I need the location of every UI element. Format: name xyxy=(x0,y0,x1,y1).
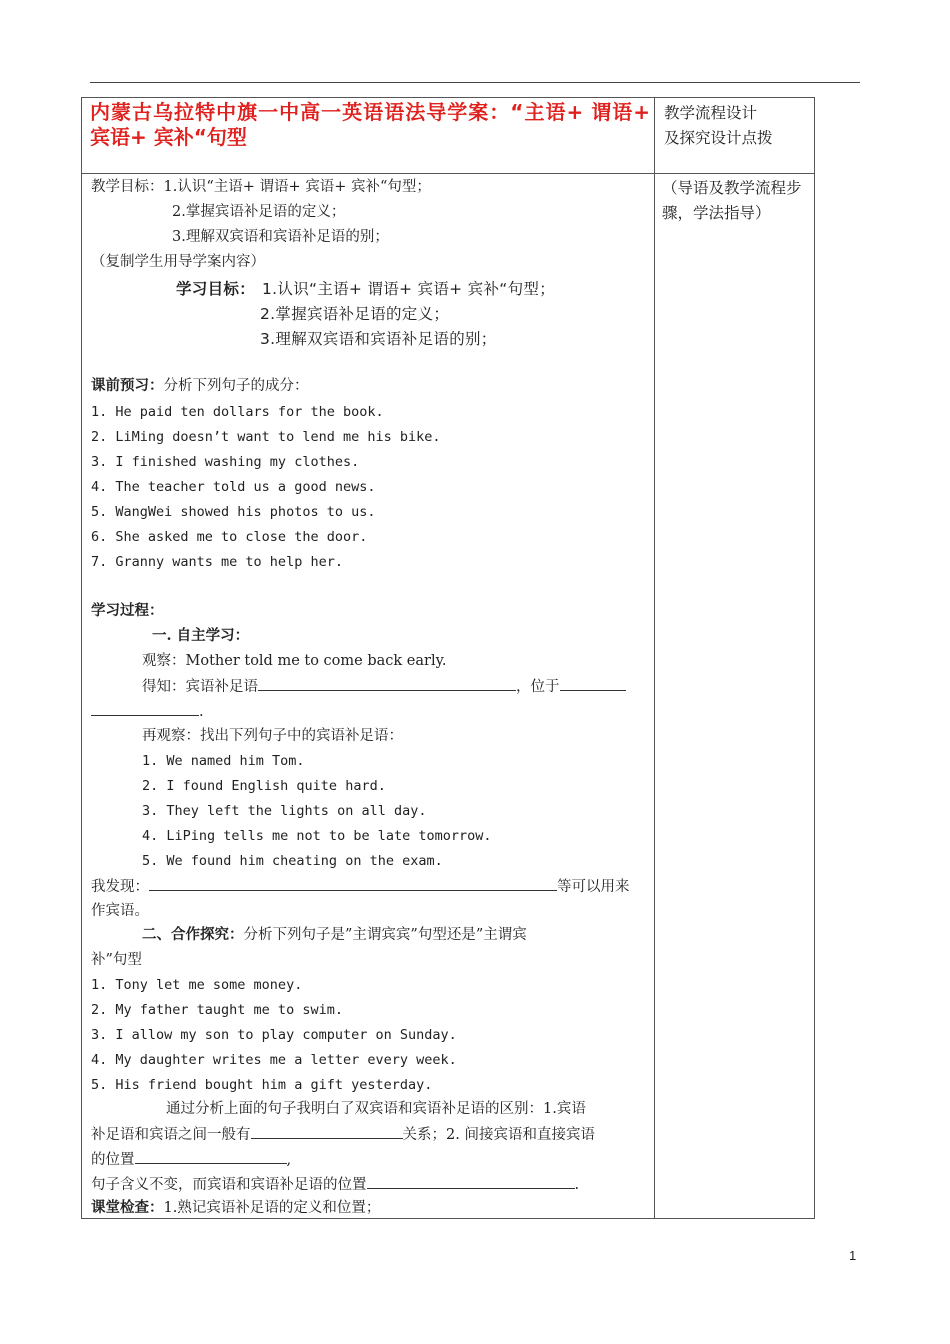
class-check-text: 1.熟记宾语补足语的定义和位置； xyxy=(163,1200,381,1216)
answer-blank xyxy=(560,676,626,691)
conclusion-line-1: 通过分析上面的句子我明白了双宾语和宾语补足语的区别：1.宾语 xyxy=(166,1101,586,1117)
discover-text-a: 我发现： xyxy=(91,879,149,895)
study-goals-image xyxy=(170,274,555,354)
answer-blank xyxy=(367,1174,575,1189)
study-goals-label: 学习目标： xyxy=(176,280,256,298)
copy-note: （复制学生用导学案内容） xyxy=(91,254,265,270)
observe-line: 观察：Mother told me to come back early. xyxy=(142,653,447,669)
answer-blank xyxy=(135,1149,287,1164)
study-goal-2: 2.掌握宾语补足语的定义； xyxy=(260,305,450,323)
complement-item: 3. They left the lights on all day. xyxy=(142,803,427,819)
conclusion-text-2a: 补足语和宾语之间一般有 xyxy=(91,1127,251,1143)
document-title: 内蒙古乌拉特中旗一中高一英语语法导学案：“主语+ 谓语+ 宾语+ 宾补“句型 xyxy=(90,100,650,149)
learn-end: . xyxy=(199,704,204,720)
conclusion-line-4 xyxy=(91,1174,579,1195)
side-header-line-1: 教学流程设计 xyxy=(664,104,758,122)
learn-line xyxy=(142,676,626,697)
preview-item: 4. The teacher told us a good news. xyxy=(91,479,376,495)
section-2-heading xyxy=(142,925,527,945)
section-1-heading: 一. 自主学习： xyxy=(152,627,250,644)
class-check xyxy=(91,1198,380,1218)
analysis-item: 1. Tony let me some money. xyxy=(91,977,303,993)
section-2-text: 分析下列句子是”主谓宾宾”句型还是”主谓宾 xyxy=(243,927,527,943)
preview-item: 5. WangWei showed his photos to us. xyxy=(91,504,376,520)
complement-item: 4. LiPing tells me not to be late tomorrow. xyxy=(142,828,492,844)
complement-item: 1. We named him Tom. xyxy=(142,753,305,769)
answer-blank xyxy=(251,1124,403,1139)
answer-blank xyxy=(258,676,516,691)
side-header xyxy=(664,101,773,151)
answer-blank xyxy=(91,701,199,716)
study-goal-3: 3.理解双宾语和宾语补足语的别； xyxy=(260,330,497,348)
class-check-label: 课堂检查： xyxy=(91,1199,164,1216)
learn-text-a: 得知：宾语补足语 xyxy=(142,679,258,695)
study-goal-1: 1.认识“主语+ 谓语+ 宾语+ 宾补“句型； xyxy=(262,280,555,298)
analysis-item: 2. My father taught me to swim. xyxy=(91,1002,343,1018)
complement-item: 2. I found English quite hard. xyxy=(142,778,386,794)
learn-text-b: ，位于 xyxy=(516,679,560,695)
conclusion-text-4a: 句子含义不变，而宾语和宾语补足语的位置 xyxy=(91,1177,367,1193)
analysis-item: 4. My daughter writes me a letter every week. xyxy=(91,1052,457,1068)
reobserve-line: 再观察：找出下列句子中的宾语补足语： xyxy=(142,728,403,744)
conclusion-line-3 xyxy=(91,1149,291,1170)
preview-instruction: 分析下列句子的成分： xyxy=(163,378,309,394)
column-divider xyxy=(654,97,655,1219)
process-label: 学习过程： xyxy=(91,602,164,619)
conclusion-text-4b: . xyxy=(574,1177,580,1193)
conclusion-line-2 xyxy=(91,1124,595,1145)
analysis-item: 3. I allow my son to play computer on Sunday. xyxy=(91,1027,457,1043)
preview-item: 1. He paid ten dollars for the book. xyxy=(91,404,384,420)
row-divider xyxy=(81,173,815,174)
section-2-label: 二、合作探究： xyxy=(142,926,244,943)
conclusion-text-3b: , xyxy=(286,1152,292,1168)
preview-item: 7. Granny wants me to help her. xyxy=(91,554,343,570)
preview-item: 6. She asked me to close the door. xyxy=(91,529,368,545)
conclusion-text-3a: 的位置 xyxy=(91,1152,135,1168)
discover-line xyxy=(91,876,630,897)
section-2-cont: 补”句型 xyxy=(91,952,142,968)
side-header-line-2: 及探究设计点拨 xyxy=(664,129,773,147)
preview-item: 3. I finished washing my clothes. xyxy=(91,454,360,470)
goal-3: 3.理解双宾语和宾语补足语的别； xyxy=(172,229,389,245)
preview-label: 课前预习： xyxy=(91,377,164,394)
goals-intro: 教学目标：1.认识“主语+ 谓语+ 宾语+ 宾补“句型； xyxy=(91,179,431,195)
complement-item: 5. We found him cheating on the exam. xyxy=(142,853,443,869)
goal-2: 2.掌握宾语补足语的定义； xyxy=(172,204,346,220)
preview-heading xyxy=(91,376,309,396)
discover-cont: 作宾语。 xyxy=(91,903,149,919)
header-rule xyxy=(90,82,860,83)
side-note: （导语及教学流程步骤，学法指导） xyxy=(662,179,802,222)
learn-line-cont xyxy=(91,701,204,722)
conclusion-text-2b: 关系；2. 间接宾语和直接宾语 xyxy=(402,1127,595,1143)
page-number: 1 xyxy=(849,1248,857,1263)
analysis-item: 5. His friend bought him a gift yesterday. xyxy=(91,1077,433,1093)
preview-item: 2. LiMing doesn’t want to lend me his bike. xyxy=(91,429,441,445)
discover-text-b: 等可以用来 xyxy=(557,879,630,895)
answer-blank xyxy=(149,876,557,891)
